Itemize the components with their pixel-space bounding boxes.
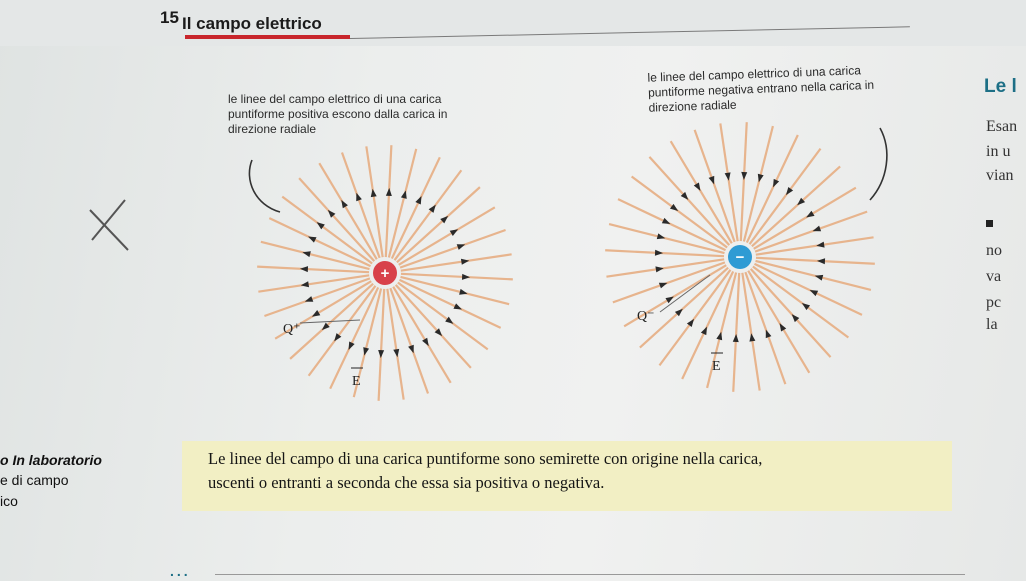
positive-field-line — [389, 149, 416, 258]
positive-field-arrow — [312, 310, 320, 317]
positive-charge-label: Q⁺ — [283, 322, 301, 337]
field-vector-label-right: E — [712, 359, 721, 374]
negative-field-arrow — [709, 176, 715, 185]
negative-field-arrow — [815, 275, 823, 281]
negative-field-line — [609, 224, 724, 253]
side-line-5: va — [986, 268, 1002, 285]
positive-field-arrow — [462, 274, 470, 280]
positive-field-arrow — [415, 196, 421, 205]
positive-field-arrow — [302, 251, 310, 257]
positive-field-line — [261, 242, 370, 269]
negative-field-arrow — [694, 182, 701, 190]
positive-charge-caption: le linee del campo elettrico di una carica puntiforme positiva escono dalla carica in direzione radiale — [228, 92, 448, 136]
handwritten-mark — [90, 200, 128, 250]
negative-sign: − — [735, 249, 745, 266]
side-line-4: no — [986, 242, 1002, 259]
side-heading: Le l — [984, 76, 1017, 97]
positive-field-line — [401, 277, 510, 304]
negative-charge-caption: le linee del campo elettrico di una carica puntiforme negativa entrano nella carica in direzione radiale — [647, 63, 875, 115]
negative-field-arrow — [662, 218, 671, 224]
chapter-number: 15 — [160, 8, 179, 27]
positive-field-arrow — [408, 345, 414, 354]
right-caption-pointer — [870, 128, 887, 200]
negative-field-arrow — [758, 174, 764, 182]
positive-field-line — [257, 267, 369, 273]
positive-field-arrow — [457, 244, 466, 250]
side-line-2: in u — [986, 143, 1011, 160]
positive-field-arrow — [305, 296, 314, 302]
negative-field-line — [733, 273, 739, 392]
negative-field-arrow — [733, 334, 739, 342]
summary-line-1: Le linee del campo di una carica puntiforme sono semirette con origine nella carica, — [208, 449, 763, 468]
negative-field-arrow — [701, 327, 707, 336]
side-line-1: Esan — [986, 118, 1018, 135]
positive-field-arrow — [349, 341, 355, 350]
negative-field-arrow — [780, 323, 787, 331]
positive-field-arrow — [401, 190, 407, 198]
positive-field-arrow — [308, 237, 317, 243]
positive-field-arrow — [356, 193, 362, 202]
negative-field-arrow — [810, 290, 819, 296]
summary-text — [208, 447, 948, 495]
positive-field-arrow — [422, 338, 429, 346]
negative-field-arrow — [659, 283, 668, 289]
left-caption-pointer — [249, 160, 280, 212]
positive-field-line — [401, 274, 513, 280]
positive-field-line — [379, 289, 385, 401]
positive-field-arrow — [453, 303, 462, 309]
side-bullet — [986, 220, 993, 227]
positive-field-arrow — [363, 347, 369, 355]
field-vector-label-left: E — [352, 374, 361, 389]
lab-sub-1: e di campo — [0, 472, 69, 488]
negative-charge-label: Q⁻ — [637, 309, 655, 324]
negative-field-line — [756, 258, 875, 264]
positive-field-arrow — [300, 266, 308, 272]
negative-field-line — [744, 126, 773, 241]
side-line-7: la — [986, 316, 998, 333]
positive-field-arrow — [378, 350, 384, 358]
lab-sub-2: ico — [0, 493, 18, 509]
negative-field-arrow — [817, 258, 825, 264]
negative-field-arrow — [813, 226, 822, 232]
positive-field-arrow — [386, 188, 392, 196]
positive-field-line — [386, 145, 392, 257]
negative-field-line — [605, 250, 724, 256]
positive-field-arrow — [341, 200, 348, 208]
negative-field-arrow — [716, 332, 722, 340]
negative-field-arrow — [766, 330, 772, 339]
negative-field-line — [756, 261, 871, 290]
negative-field-arrow — [655, 250, 663, 256]
side-line-3: vian — [986, 167, 1014, 184]
positive-field-arrow — [459, 289, 467, 295]
negative-field-arrow — [806, 211, 814, 218]
negative-field-arrow — [773, 179, 779, 188]
positive-field-arrow — [450, 229, 458, 236]
positive-sign: + — [380, 265, 390, 282]
chapter-title: Il campo elettrico — [182, 14, 322, 33]
negative-field-arrow — [741, 172, 747, 180]
negative-field-arrow — [657, 233, 665, 239]
negative-field-line — [741, 122, 747, 241]
continuation-dots: ... — [170, 563, 191, 579]
bottom-rule — [215, 574, 965, 575]
summary-line-2: uscenti o entranti a seconda che essa sia positiva o negativa. — [208, 473, 605, 492]
side-line-6: pc — [986, 294, 1002, 311]
lab-label: o In laboratorio — [0, 452, 102, 468]
